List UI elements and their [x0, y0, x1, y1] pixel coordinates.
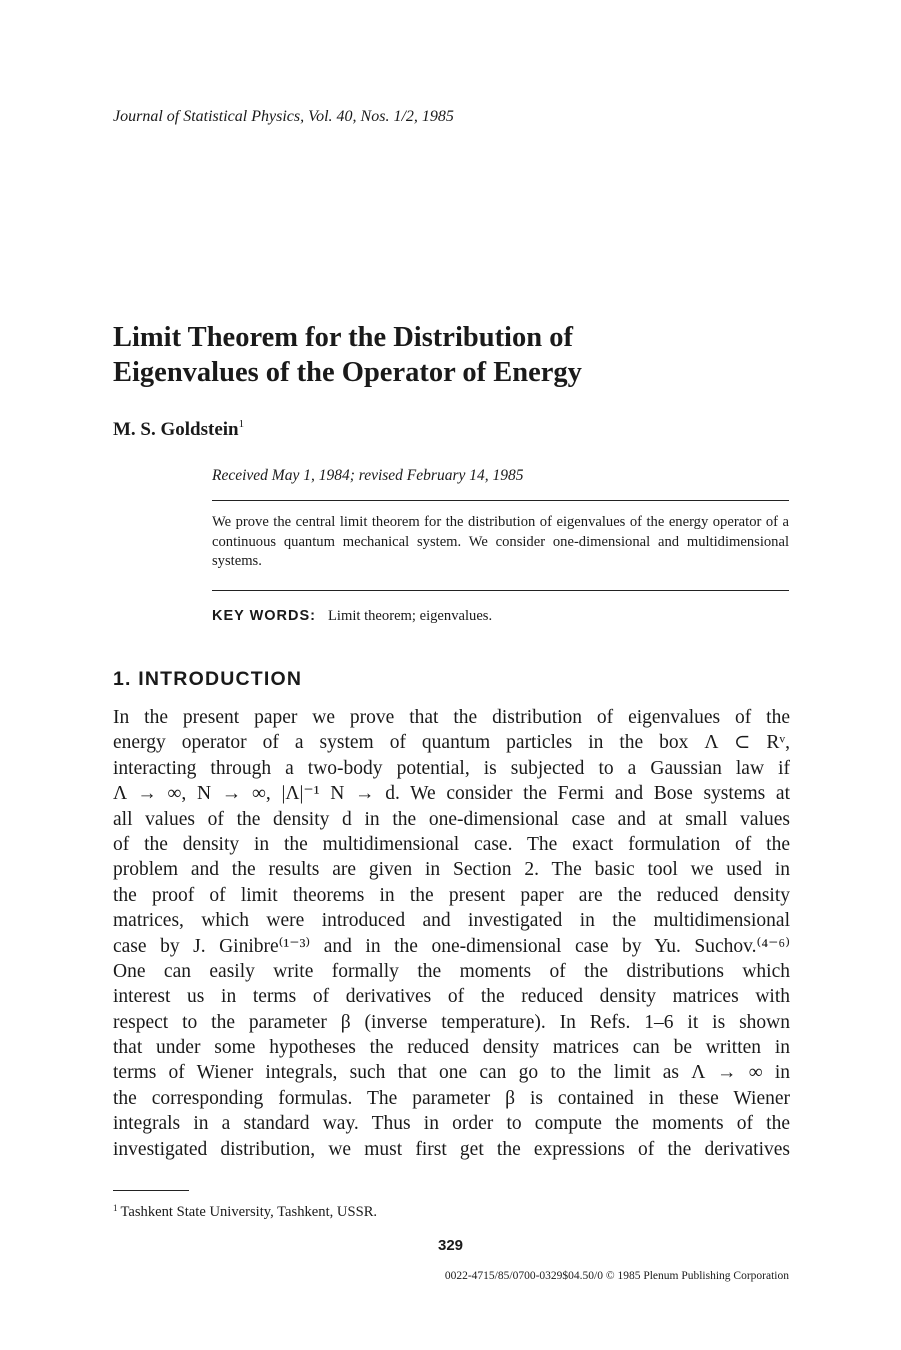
- title-line-2: Eigenvalues of the Operator of Energy: [113, 357, 582, 388]
- body-line: investigated distribution, we must first get the expressions of the derivatives: [113, 1138, 790, 1160]
- body-line: interest us in terms of derivatives of the reduced density matrices with: [113, 986, 790, 1008]
- footnote-mark: 1: [113, 1203, 118, 1213]
- body-line: respect to the parameter β (inverse temperature). In Refs. 1–6 it is shown: [113, 1011, 790, 1033]
- title-line-1: Limit Theorem for the Distribution of: [113, 322, 573, 353]
- keywords-text: Limit theorem; eigenvalues.: [328, 608, 493, 624]
- body-line: energy operator of a system of quantum particles in the box Λ ⊂ Rᵛ,: [113, 732, 790, 754]
- body-line: all values of the density d in the one-dimensional case and at small values: [113, 808, 790, 830]
- abstract: We prove the central limit theorem for the distribution of eigenvalues of the energy operator of a continuous quantum mechanical system. We consider one-dimensional and multidimensional systems.: [212, 514, 789, 569]
- body-line: problem and the results are given in Section 2. The basic tool we used in: [113, 859, 790, 881]
- body-line: interacting through a two-body potential, is subjected to a Gaussian law if: [113, 757, 790, 779]
- body-line: case by J. Ginibre⁽¹⁻³⁾ and in the one-dimensional case by Yu. Suchov.⁽⁴⁻⁶⁾: [113, 935, 790, 957]
- author-footnote-mark: 1: [238, 418, 245, 430]
- page-number: 329: [437, 1237, 464, 1254]
- author-name: M. S. Goldstein: [113, 419, 239, 440]
- paper-title: [113, 320, 813, 390]
- section-heading: 1. INTRODUCTION: [113, 668, 303, 690]
- body-line: One can easily write formally the moments of the distributions which: [113, 960, 790, 982]
- abstract-bottom-rule: [212, 590, 789, 591]
- body-line: the corresponding formulas. The parameter β is contained in these Wiener: [113, 1087, 790, 1109]
- body-line: Λ → ∞, N → ∞, |Λ|⁻¹ N → d. We consider the Fermi and Bose systems at: [113, 783, 790, 805]
- journal-citation: Journal of Statistical Physics, Vol. 40, Nos. 1/2, 1985: [113, 108, 454, 125]
- body-line: terms of Wiener integrals, such that one can go to the limit as Λ → ∞ in: [113, 1062, 790, 1084]
- body-line: the proof of limit theorems in the present paper are the reduced density: [113, 884, 790, 906]
- author: [113, 418, 244, 441]
- body-line: integrals in a standard way. Thus in order to compute the moments of the: [113, 1113, 790, 1135]
- footnote: [113, 1203, 377, 1221]
- body-line: of the density in the multidimensional case. The exact formulation of the: [113, 833, 790, 855]
- keywords: [212, 608, 492, 625]
- body-line: matrices, which were introduced and investigated in the multidimensional: [113, 910, 790, 932]
- introduction-body: [113, 705, 790, 1162]
- footnote-text: Tashkent State University, Tashkent, USSR.: [120, 1204, 378, 1220]
- copyright-line: 0022-4715/85/0700-0329$04.50/0 © 1985 Plenum Publishing Corporation: [444, 1270, 789, 1282]
- footnote-rule: [113, 1190, 189, 1191]
- body-line: In the present paper we prove that the distribution of eigenvalues of the: [113, 707, 790, 728]
- body-line: that under some hypotheses the reduced density matrices can be written in: [113, 1037, 790, 1059]
- received-dates: Received May 1, 1984; revised February 14, 1985: [212, 467, 524, 484]
- abstract-top-rule: [212, 500, 789, 501]
- keywords-label: KEY WORDS:: [212, 608, 316, 624]
